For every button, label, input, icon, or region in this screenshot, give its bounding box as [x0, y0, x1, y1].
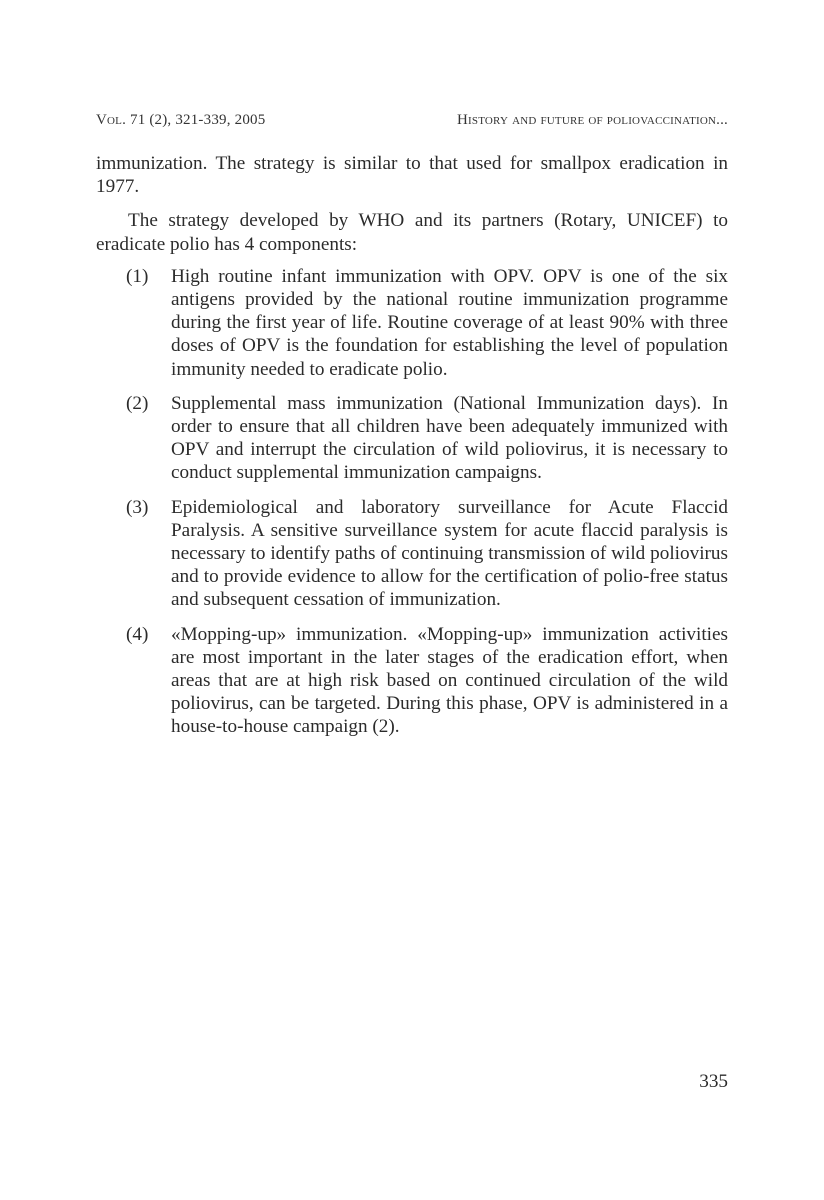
list-item	[96, 392, 728, 485]
running-header	[96, 112, 728, 129]
intro-paragraph: The strategy developed by WHO and its partners (Rotary, UNICEF) to eradicate polio has 4 components:	[96, 210, 728, 255]
list-item-text: «Mopping-up» immunization. «Mopping-up» immunization activities are most important in the later stages of the eradication effort, when areas that are at high risk based on continued circulation of the wild poliovirus, can be targeted. During this phase, OPV is administered in a house-to-house campaign (2).	[171, 623, 728, 738]
list-item	[96, 623, 728, 739]
strategy-components-list	[96, 265, 728, 739]
list-item-number: (3)	[126, 496, 149, 518]
list-item	[96, 496, 728, 612]
journal-citation: Vol. 71 (2), 321-339, 2005	[96, 112, 266, 128]
list-item-text: Epidemiological and laboratory surveillance for Acute Flaccid Paralysis. A sensitive surveillance system for acute flaccid paralysis is necessary to identify paths of continuing transmission of wild poliovirus and to provide evidence to allow for the certification of polio-free status and subsequent cessation of immunization.	[171, 496, 728, 611]
list-item-text: High routine infant immunization with OPV. OPV is one of the six antigens provided by the national routine immunization programme during the first year of life. Routine coverage of at least 90% with three doses of OPV is the foundation for establishing the level of population immunity needed to eradicate polio.	[171, 265, 728, 380]
list-item-number: (4)	[126, 623, 149, 645]
list-item-number: (2)	[126, 392, 149, 414]
main-text	[96, 152, 728, 750]
list-item-text: Supplemental mass immunization (National Immunization days). In order to ensure that all children have been adequately immunized with OPV and interrupt the circulation of wild poliovirus, it is necessary to conduct supplemental immunization campaigns.	[171, 392, 728, 484]
page-number: 335	[699, 1071, 728, 1092]
list-item-number: (1)	[126, 265, 149, 287]
continuation-paragraph: immunization. The strategy is similar to that used for smallpox eradication in 1977.	[96, 153, 728, 198]
running-title: History and future of poliovaccination...	[456, 112, 728, 128]
list-item	[96, 265, 728, 381]
